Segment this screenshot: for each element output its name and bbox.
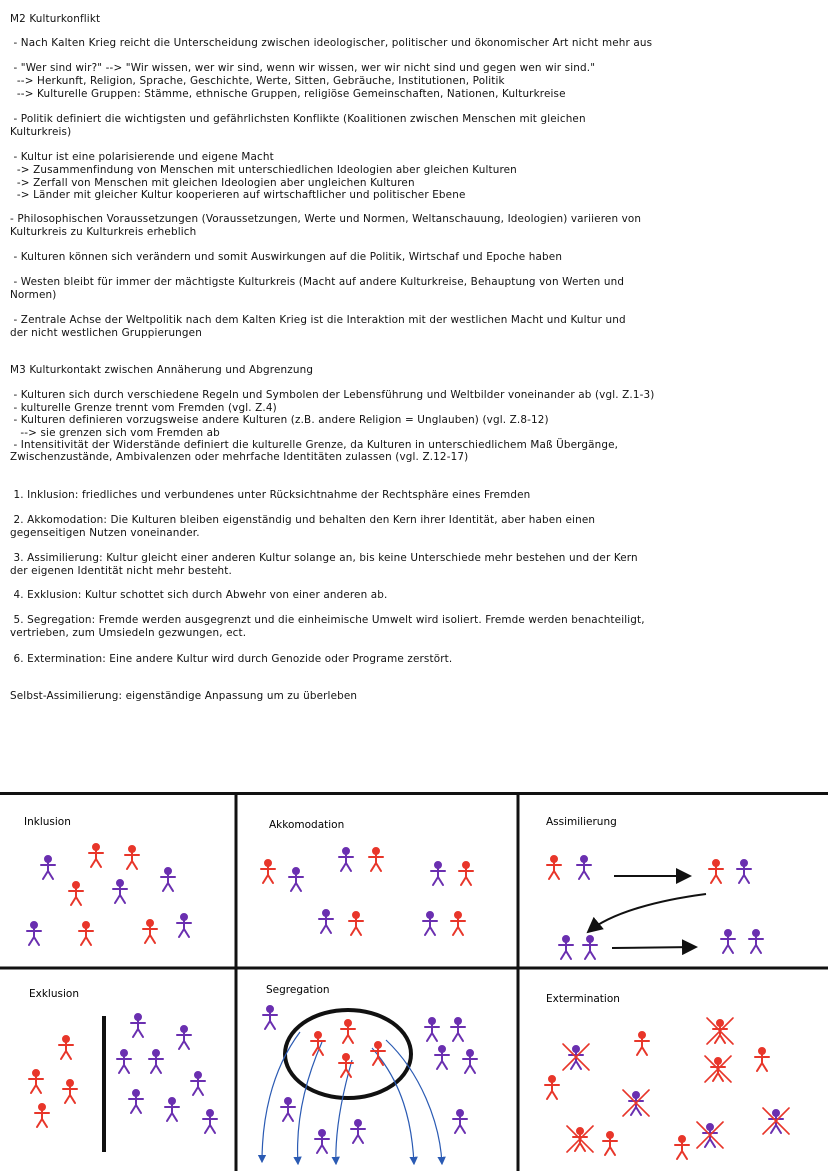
m2-paragraph: -> Zerfall von Menschen mit gleichen Ideologien aber ungleichen Kulturen: [10, 177, 415, 189]
culture-diagram-grid: [0, 792, 828, 1171]
m2-paragraph: - Kulturen können sich verändern und somit Auswirkungen auf die Politik, Wirtschaf und Epoche haben: [10, 251, 563, 263]
m3-bullet: --> sie grenzen sich vom Fremden ab: [10, 427, 220, 439]
m3-list-item: vertrieben, zum Umsiedeln gezwungen, ect.: [10, 627, 247, 639]
purple-person-figure: [431, 862, 445, 885]
m3-bullet: Zwischenzustände, Ambivalenzen oder mehrfache Identitäten zulassen (vgl. Z.12-17): [10, 451, 469, 463]
m3-list-item: 2. Akkomodation: Die Kulturen bleiben eigenständig und behalten den Kern ihrer Identität, aber haben einen: [10, 514, 596, 526]
purple-person-figure: [191, 1072, 205, 1095]
red-person-figure: [547, 856, 561, 879]
purple-person-figure: [623, 1090, 649, 1116]
m3-heading: M3 Kulturkontakt zwischen Annäherung und Abgrenzung: [10, 364, 314, 376]
purple-person-figure: [315, 1130, 329, 1153]
m3-bullet: - Kulturen definieren vorzugsweise andere Kulturen (z.B. andere Religion = Unglauben) (vgl. Z.8-12): [10, 414, 549, 426]
red-person-figure: [705, 1056, 731, 1082]
red-person-figure: [59, 1036, 73, 1059]
red-person-figure: [261, 860, 275, 883]
label-inklusion: Inklusion: [24, 816, 71, 828]
m2-paragraph: - Zentrale Achse der Weltpolitik nach dem Kalten Krieg ist die Interaktion mit der westlichen Macht und Kultur und: [10, 314, 626, 326]
purple-person-figure: [583, 936, 597, 959]
assimilierung-arrows: [588, 876, 706, 948]
red-person-figure: [29, 1070, 43, 1093]
m2-paragraph: - Kultur ist eine polarisierende und eigene Macht: [10, 151, 274, 163]
m2-paragraph: -> Zusammenfindung von Menschen mit unterschiedlichen Ideologien aber gleichen Kulturen: [10, 164, 517, 176]
purple-person-figure: [435, 1046, 449, 1069]
red-person-figure: [451, 912, 465, 935]
m2-paragraph: Kulturkreis): [10, 126, 72, 138]
purple-person-figure: [27, 922, 41, 945]
red-person-figure: [369, 848, 383, 871]
purple-person-figure: [763, 1108, 789, 1134]
purple-person-figure: [737, 860, 751, 883]
m2-paragraph: --> Herkunft, Religion, Sprache, Geschichte, Werte, Sitten, Gebräuche, Institutionen, Politik: [10, 75, 505, 87]
m3-bullet: - Kulturen sich durch verschiedene Regeln und Symbolen der Lebensführung und Weltbilder voneinander ab (vgl. Z.1-3): [10, 389, 655, 401]
purple-person-figure: [423, 912, 437, 935]
purple-person-figure: [149, 1050, 163, 1073]
purple-person-figure: [697, 1122, 723, 1148]
m3-bullet: - kulturelle Grenze trennt vom Fremden (vgl. Z.4): [10, 402, 277, 414]
red-person-figure: [567, 1126, 593, 1152]
m3-list-item: 4. Exklusion: Kultur schottet sich durch Abwehr von einer anderen ab.: [10, 589, 388, 601]
red-person-figure: [755, 1048, 769, 1071]
m2-paragraph: Kulturkreis zu Kulturkreis erheblich: [10, 226, 197, 238]
purple-person-figure: [577, 856, 591, 879]
label-exklusion: Exklusion: [29, 988, 79, 1000]
purple-person-figure: [131, 1014, 145, 1037]
red-person-figure: [69, 882, 83, 905]
red-person-figure: [707, 1018, 733, 1044]
purple-person-figure: [263, 1006, 277, 1029]
red-person-figure: [63, 1080, 77, 1103]
red-person-figure: [79, 922, 93, 945]
purple-person-figure: [129, 1090, 143, 1113]
purple-person-figure: [177, 914, 191, 937]
purple-person-figure: [351, 1120, 365, 1143]
purple-person-figure: [463, 1050, 477, 1073]
purple-person-figure: [281, 1098, 295, 1121]
purple-person-figure: [117, 1050, 131, 1073]
m3-list-item: 1. Inklusion: friedliches und verbundenes unter Rücksichtnahme der Rechtsphäre eines Fremden: [10, 489, 531, 501]
purple-person-figure: [425, 1018, 439, 1041]
m2-paragraph: - "Wer sind wir?" --> "Wir wissen, wer wir sind, wenn wir wissen, wer wir nicht sind und gegen wen wir sind.": [10, 62, 596, 74]
red-person-figure: [341, 1020, 355, 1043]
figures: [27, 844, 789, 1159]
purple-person-figure: [563, 1044, 589, 1070]
purple-person-figure: [749, 930, 763, 953]
purple-person-figure: [177, 1026, 191, 1049]
purple-person-figure: [203, 1110, 217, 1133]
label-akkomodation: Akkomodation: [269, 819, 345, 831]
purple-person-figure: [559, 936, 573, 959]
m2-paragraph: - Politik definiert die wichtigsten und gefährlichsten Konflikte (Koalitionen zwischen Menschen mit gleichen: [10, 113, 586, 125]
label-segregation: Segregation: [266, 984, 330, 996]
m2-paragraph: Normen): [10, 289, 57, 301]
red-person-figure: [709, 860, 723, 883]
red-person-figure: [89, 844, 103, 867]
purple-person-figure: [289, 868, 303, 891]
red-person-figure: [143, 920, 157, 943]
red-person-figure: [545, 1076, 559, 1099]
red-person-figure: [459, 862, 473, 885]
m2-paragraph: -> Länder mit gleicher Kultur kooperieren auf wirtschaftlicher und politischer Ebene: [10, 189, 466, 201]
m3-list-item: 3. Assimilierung: Kultur gleicht einer anderen Kultur solange an, bis keine Unterschiede mehr bestehen und der Kern: [10, 552, 638, 564]
red-person-figure: [675, 1136, 689, 1159]
red-person-figure: [349, 912, 363, 935]
label-extermination: Extermination: [546, 993, 620, 1005]
m3-list-item: gegenseitigen Nutzen voneinander.: [10, 527, 200, 539]
m3-list-item: 6. Extermination: Eine andere Kultur wird durch Genozide oder Programe zerstört.: [10, 653, 453, 665]
purple-person-figure: [161, 868, 175, 891]
purple-person-figure: [339, 848, 353, 871]
m2-paragraph: --> Kulturelle Gruppen: Stämme, ethnische Gruppen, religiöse Gemeinschaften, Nationen, Kulturkreise: [10, 88, 566, 100]
m2-paragraph: - Westen bleibt für immer der mächtigste Kulturkreis (Macht auf andere Kulturkreise, Behauptung von Werten und: [10, 276, 625, 288]
m3-list-item: 5. Segregation: Fremde werden ausgegrenzt und die einheimische Umwelt wird isoliert. Fremde werden benachteiligt,: [10, 614, 645, 626]
m2-heading: M2 Kulturkonflikt: [10, 13, 101, 25]
m3-list-item: der eigenen Identität nicht mehr besteht.: [10, 565, 232, 577]
purple-person-figure: [453, 1110, 467, 1133]
selbst-assimilierung: Selbst-Assimilierung: eigenständige Anpassung um zu überleben: [10, 690, 358, 702]
grid-lines: [0, 792, 828, 1171]
m2-paragraph: - Philosophischen Voraussetzungen (Voraussetzungen, Werte und Normen, Weltanschauung, Ideologien) variieren von: [10, 213, 642, 225]
purple-person-figure: [41, 856, 55, 879]
red-person-figure: [635, 1032, 649, 1055]
m2-paragraph: - Nach Kalten Krieg reicht die Unterscheidung zwischen ideologischer, politischer und ökonomischer Art nicht mehr aus: [10, 37, 653, 49]
purple-person-figure: [319, 910, 333, 933]
red-person-figure: [603, 1132, 617, 1155]
red-person-figure: [125, 846, 139, 869]
purple-person-figure: [165, 1098, 179, 1121]
label-assimilierung: Assimilierung: [546, 816, 617, 828]
purple-person-figure: [451, 1018, 465, 1041]
purple-person-figure: [113, 880, 127, 903]
purple-person-figure: [721, 930, 735, 953]
m3-bullet: - Intensitivität der Widerstände definiert die kulturelle Grenze, da Kulturen in unterschiedlichem Maß Übergänge,: [10, 439, 619, 451]
red-person-figure: [35, 1104, 49, 1127]
m2-paragraph: der nicht westlichen Gruppierungen: [10, 327, 202, 339]
